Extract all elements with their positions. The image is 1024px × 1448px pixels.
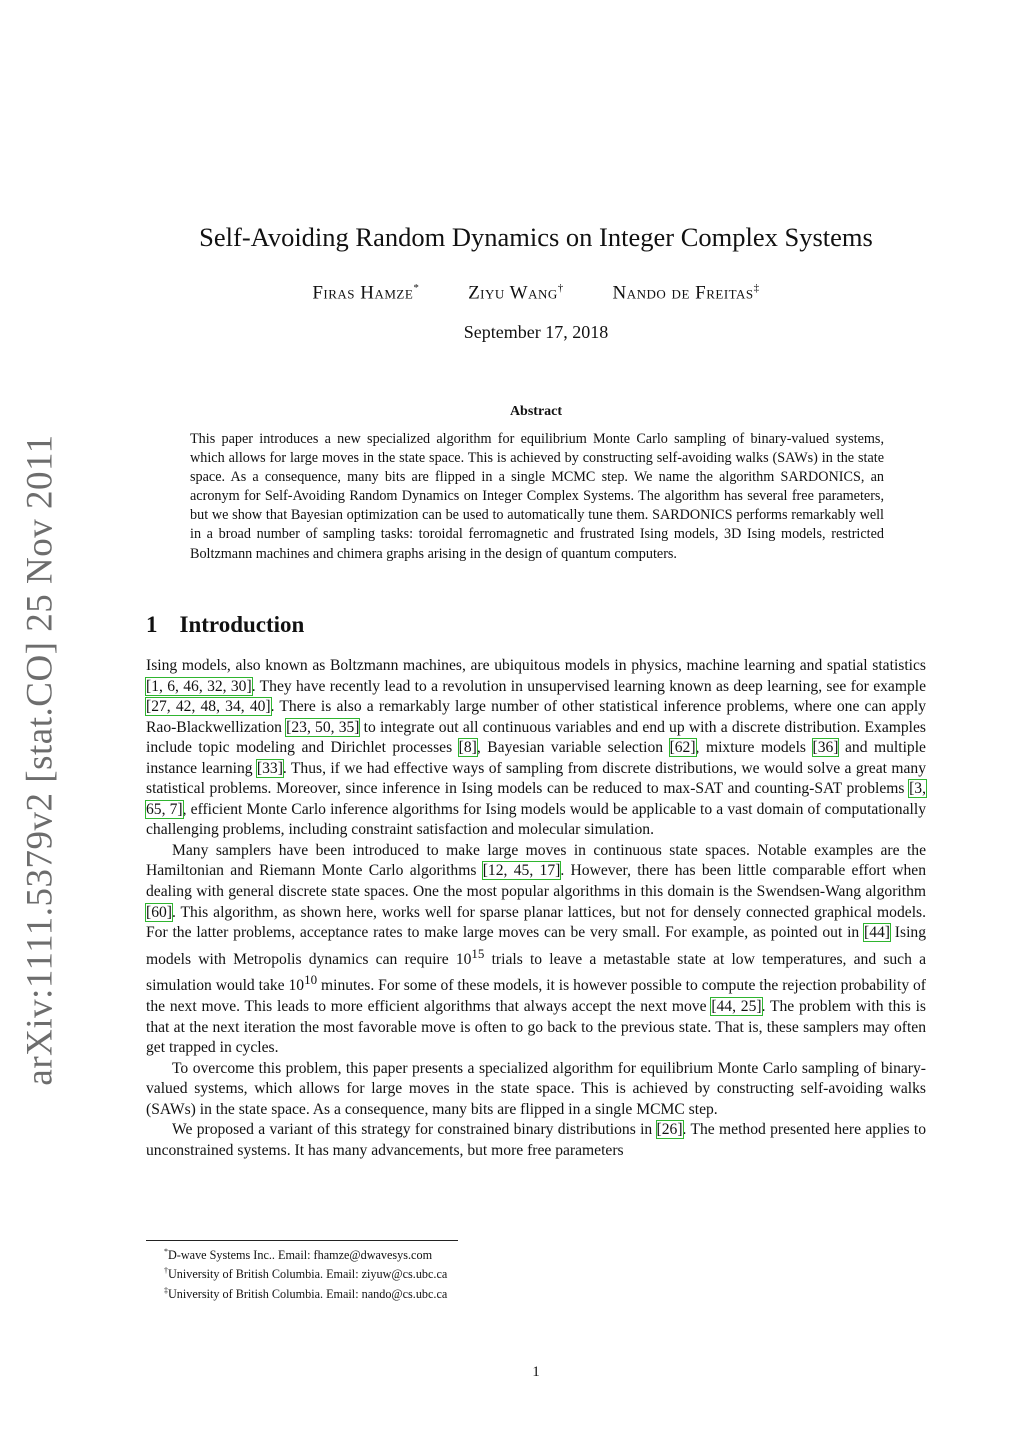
paper-date: September 17, 2018 xyxy=(463,322,609,342)
paragraph: We proposed a variant of this strategy for constrained binary distributions in [26]. The method presented here applies to unconstrained systems. It has many advancements, but more free parameters xyxy=(146,1121,926,1159)
paragraph: Many samplers have been introduced to make large moves in continuous state spaces. Notable examples are the Hamiltonian and Riemann Monte Carlo algorithms [12, 45, 17]. However, there has been little comparable effort when dealing with general discrete state spaces. One the most popular algorithms in this domain is the Swendsen-Wang algorithm [60]. This algorithm, as shown here, works well for sparse planar lattices, but not for densely connected graphical models. For the latter problems, acceptance rates to make large moves can be very small. For example, as pointed out in [44] Ising models with Metropolis dynamics can require $10^{15}$ trials to leave a metastable state at low temperatures, and such a simulation would take $10^{10}$ minutes. For some of these models, it is however possible to compute the rejection probability of the next move. This leads to more efficient algorithms that always accept the next move [44, 25]. The problem with this is that at the next iteration the most favorable move is often to go back to the previous state. That is, these samplers may often get trapped in cycles. xyxy=(146,841,927,1057)
citation-link[interactable]: [44, 25] xyxy=(711,998,762,1016)
citation-link[interactable]: [3, 65, 7] xyxy=(146,780,926,818)
abstract-heading: Abstract xyxy=(509,404,563,419)
paragraph: Ising models, also known as Boltzmann machines, are ubiquitous models in physics, machine learning and spatial statistics [1, 6, 46, 32, 30]. They have recently lead to a revolution in unsupervised learning known as deep learning, see for example [27, 42, 48, 34, 40]. There is also a remarkably large number of other statistical inference problems, where one can apply Rao-Blackwellization [23, 50, 35] to integrate out all continuous variables and end up with a discrete distribution. Examples include topic modeling and Dirichlet processes [8], Bayesian variable selection [62], mixture models [36] and multiple instance learning [33]. Thus, if we had effective ways of sampling from discrete distributions, we would solve a great many statistical problems. Moreover, since inference in Ising models can be reduced to max-SAT and counting-SAT problems [3, 65, 7], efficient Monte Carlo inference algorithms for Ising models would be applicable to a vast domain of computationally challenging problems, including constraint satisfaction and molecular simulation. xyxy=(146,657,927,839)
footnote: ‡University of British Columbia. Email: nando@cs.ubc.ca xyxy=(164,1285,448,1301)
citation-link[interactable]: [26] xyxy=(656,1121,683,1139)
author-wang: Ziyu Wang† xyxy=(468,282,564,304)
footnotes xyxy=(146,1244,846,1302)
author-list xyxy=(0,282,1024,304)
abstract-text: This paper introduces a new specialized algorithm for equilibrium Monte Carlo sampling of binary-valued systems, which allows for large moves in the state space. This is achieved by constructing self-avoiding walks (SAWs) in the state space. As a consequence, many bits are flipped in a single MCMC step. We name the algorithm SARDONICS, an acronym for Self-Avoiding Random Dynamics on Integer Complex Systems. The algorithm has several free parameters, but we show that Bayesian optimization can be used to automatically tune them. SARDONICS performs remarkably well in a broad number of sampling tasks: toroidal ferromagnetic and frustrated Ising models, 3D Ising models, restricted Boltzmann machines and chimera graphs arising in the design of quantum computers. xyxy=(190,431,884,562)
arxiv-sidebar xyxy=(18,434,62,1086)
citation-link[interactable]: [62] xyxy=(669,739,696,757)
page-number: 1 xyxy=(532,1364,540,1380)
section-number: 1 xyxy=(146,612,158,637)
citation-link[interactable]: [33] xyxy=(256,759,283,777)
citation-link[interactable]: [60] xyxy=(146,903,172,921)
arxiv-identifier: arXiv:1111.5379v2 [stat.CO] 25 Nov 2011 xyxy=(19,434,61,1086)
paper-title: Self-Avoiding Random Dynamics on Integer Complex Systems xyxy=(199,222,873,252)
body-text xyxy=(146,656,926,1162)
citation-link[interactable]: [8] xyxy=(458,739,477,757)
section-heading xyxy=(146,612,304,638)
citation-link[interactable]: [36] xyxy=(812,739,839,757)
footnote: *D-wave Systems Inc.. Email: fhamze@dwavesys.com xyxy=(164,1247,433,1263)
paragraph: To overcome this problem, this paper presents a specialized algorithm for equilibrium Monte Carlo sampling of binary-valued systems, which allows for large moves in the state space. This is achieved by constructing self-avoiding walks (SAWs) in the state space. As a consequence, many bits are flipped in a single MCMC step. xyxy=(146,1059,926,1118)
citation-link[interactable]: [27, 42, 48, 34, 40] xyxy=(146,698,271,716)
section-title: Introduction xyxy=(179,612,305,637)
author-de-freitas: Nando de Freitas‡ xyxy=(612,282,760,304)
citation-link[interactable]: [1, 6, 46, 32, 30] xyxy=(146,677,252,695)
citation-link[interactable]: [44] xyxy=(864,924,890,942)
footnote-rule xyxy=(146,1240,458,1241)
citation-link[interactable]: [12, 45, 17] xyxy=(482,862,561,880)
author-hamze: Firas Hamze* xyxy=(312,282,420,304)
footnote: †University of British Columbia. Email: ziyuw@cs.ubc.ca xyxy=(164,1266,448,1282)
citation-link[interactable]: [23, 50, 35] xyxy=(286,718,360,736)
